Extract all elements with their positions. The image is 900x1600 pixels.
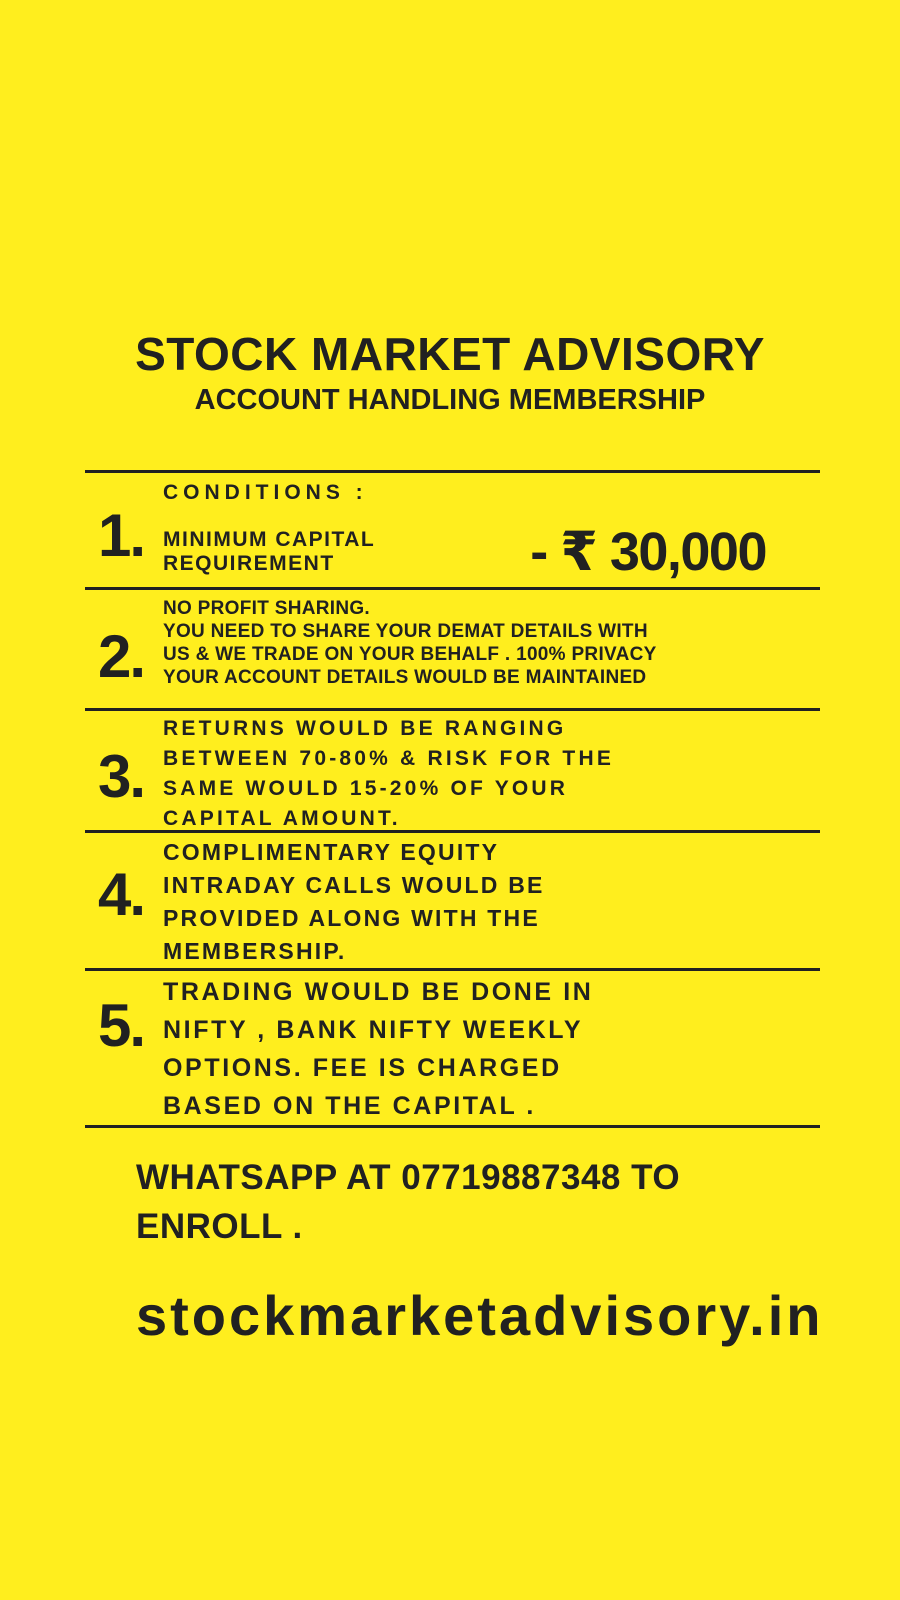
item-1-body bbox=[163, 473, 820, 587]
item-3-line: RETURNS WOULD BE RANGING bbox=[163, 717, 567, 740]
condition-item-3 bbox=[85, 711, 820, 833]
item-3-line: SAME WOULD 15-20% OF YOUR bbox=[163, 777, 569, 800]
item-2-number: 2. bbox=[98, 623, 145, 690]
condition-item-4 bbox=[85, 833, 820, 971]
item-4-line: INTRADAY CALLS WOULD BE bbox=[163, 872, 545, 898]
whatsapp-cta-line1: WHATSAPP AT 07719887348 TO bbox=[136, 1158, 681, 1197]
conditions-heading: CONDITIONS : bbox=[163, 481, 368, 504]
item-4-line: COMPLIMENTARY EQUITY bbox=[163, 839, 500, 865]
item-2-line: NO PROFIT SHARING. bbox=[163, 598, 371, 619]
capital-requirement-row bbox=[163, 520, 820, 583]
item-3-body bbox=[163, 711, 820, 830]
header bbox=[0, 330, 900, 416]
item-2-line: YOUR ACCOUNT DETAILS WOULD BE MAINTAINED bbox=[163, 667, 647, 688]
whatsapp-cta-line2: ENROLL . bbox=[136, 1207, 303, 1246]
page-title: STOCK MARKET ADVISORY bbox=[135, 328, 765, 380]
item-4-line: MEMBERSHIP. bbox=[163, 938, 347, 964]
item-5-body bbox=[163, 971, 820, 1125]
item-5-line: BASED ON THE CAPITAL . bbox=[163, 1092, 536, 1120]
item-4-body bbox=[163, 833, 820, 968]
item-5-line: NIFTY , BANK NIFTY WEEKLY bbox=[163, 1016, 584, 1044]
capital-requirement-label: MINIMUM CAPITAL REQUIREMENT bbox=[163, 527, 375, 575]
page-subtitle: ACCOUNT HANDLING MEMBERSHIP bbox=[194, 384, 706, 416]
item-3-number: 3. bbox=[98, 742, 145, 810]
item-5-line: TRADING WOULD BE DONE IN bbox=[163, 978, 594, 1006]
condition-item-2 bbox=[85, 590, 820, 711]
condition-item-5 bbox=[85, 971, 820, 1128]
capital-amount-value: - ₹ 30,000 bbox=[530, 522, 766, 582]
conditions-list bbox=[85, 470, 820, 1128]
condition-item-1 bbox=[85, 473, 820, 590]
item-5-line: OPTIONS. FEE IS CHARGED bbox=[163, 1054, 562, 1082]
website-url: stockmarketadvisory.in bbox=[136, 1284, 824, 1347]
item-5-number: 5. bbox=[98, 992, 145, 1059]
item-2-line: YOU NEED TO SHARE YOUR DEMAT DETAILS WITH bbox=[163, 621, 648, 642]
item-3-line: CAPITAL AMOUNT. bbox=[163, 807, 401, 830]
item-4-line: PROVIDED ALONG WITH THE bbox=[163, 905, 540, 931]
item-1-number: 1. bbox=[98, 502, 145, 569]
whatsapp-cta bbox=[136, 1153, 680, 1251]
item-3-line: BETWEEN 70-80% & RISK FOR THE bbox=[163, 747, 615, 770]
item-4-number: 4. bbox=[98, 860, 145, 928]
item-2-line: US & WE TRADE ON YOUR BEHALF . 100% PRIVACY bbox=[163, 644, 657, 665]
item-2-body bbox=[163, 590, 820, 708]
